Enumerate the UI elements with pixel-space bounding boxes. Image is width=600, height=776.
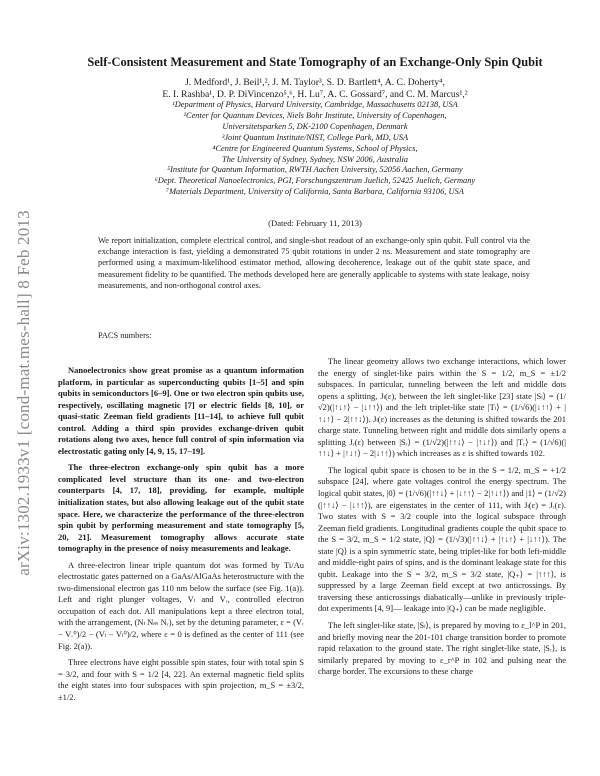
- pacs-numbers: PACS numbers:: [98, 331, 152, 340]
- author-line: E. I. Rashba¹, D. P. DiVincenzo⁵,⁶, H. Lu⁷, A. C. Gossard⁷, and C. M. Marcus¹,²: [162, 89, 468, 101]
- body-paragraph: The left singlet-like state, |Sₗ⟩, is prepared by moving to ε_l^P in 201, and briefly moving near the 201-101 charge transition border to promote rapid relaxation to the ground state. The right singlet-like state, |Sᵣ⟩, is similarly prepared by moving to ε_r^P in 102 and pulsing near the charge border. The excursions to these charge: [318, 620, 566, 677]
- body-paragraph: A three-electron linear triple quantum dot was formed by Ti/Au electrostatic gates patterned on a GaAs/AlGaAs heterostructure with the two-dimensional electron gas 110 nm below the surface (see Fig. 1(a)). Left and right plunger voltages, Vₗ and Vᵣ, controlled electron occupation of each dot. All manipulations kept a three electron total, with the arrangement, (Nₗ Nₘ Nᵣ), set by the detuning parameter, ε = (Vᵣ − Vᵣ⁰)/2 − (Vₗ − Vₗ⁰)/2, where ε = 0 is defined as the center of 111 (see Fig. 2(a)).: [58, 559, 304, 651]
- body-paragraph: The logical qubit space is chosen to be in the S = 1/2, m_S = +1/2 subspace [24], where gate voltages control the energy spectrum. The logical qubit states, |0⟩ = (1/√6)(|↑↑↓⟩ + |↓↑↑⟩ − 2|↑↓↑⟩) and |1⟩ = (1/√2)(|↑↑↓⟩ − |↓↑↑⟩), are eigenstates in the center of 111, with Jₗ(ε) = Jᵣ(ε). Two states with S = 3/2 couple into the logical subspace through Zeeman field gradients. Longitudinal gradients couple the qubit space to the S = 3/2, m_S = 1/2 state, |Q⟩ = (1/√3)(|↑↑↓⟩ + |↑↓↑⟩ + |↓↑↑⟩). The state |Q⟩ is a spin symmetric state, being triplet-like for both left-middle and middle-right pairs of spins, and is the dominant leakage state for this qubit. Leakage into the S = 3/2, m_S = 3/2 state, |Q₊⟩ = |↑↑↑⟩, is suppressed by a large Zeeman field except at two anticrossings. By traversing these anticrossings diabatically—unlike in previously triple-dot experiments [4, 9]— leakage into |Q₊⟩ can be made negligible.: [318, 464, 566, 614]
- paper-title: Self-Consistent Measurement and State Tomography of an Exchange-Only Spin Qubit: [87, 55, 543, 69]
- author-line: J. Medford¹, J. Beil¹,², J. M. Taylor³, S. D. Bartlett⁴, A. C. Doherty⁴,: [185, 77, 445, 88]
- arxiv-identifier-text: arXiv:1302.1933v1 [cond-mat.mes-hall] 8 Feb 2013: [14, 209, 33, 576]
- affiliation-line: Universitetsparken 5, DK-2100 Copenhagen, Denmark: [222, 121, 408, 131]
- affiliation-line: ⁷Materials Department, University of California, Santa Barbara, California 93106, USA: [166, 187, 464, 197]
- affiliation-line: ¹Department of Physics, Harvard University, Cambridge, Massachusetts 02138, USA: [172, 100, 458, 109]
- affiliation-line: ⁴Centre for Engineered Quantum Systems, School of Physics,: [212, 143, 418, 153]
- affiliation-line: ⁶Dept. Theoretical Nanoelectronics, PGI, Forschungszentrum Juelich, 52425 Juelich, Germany: [154, 176, 476, 186]
- body-paragraph: Three electrons have eight possible spin states, four with total spin S = 3/2, and four with S = 1/2 [4, 22]. An external magnetic field splits the eight states into four subspaces with spin projection, m_S = ±3/2, ±1/2.: [58, 657, 304, 702]
- dated-line: (Dated: February 11, 2013): [268, 218, 362, 228]
- body-paragraph: Nanoelectronics show great promise as a quantum information platform, in particular as superconducting qubits [1–5] and spin qubits in semiconductors [6–9]. One or two electron spin qubits use, respectively, oscillating magnetic [7] or electric fields [8, 10], or quasi-static Zeeman field gradients [11–14], to achieve full qubit control. Adding a third spin provides exchange-driven qubit rotations along two axes, hence full control of spin information via electrostatic gating only [4, 9, 15, 17–19].: [58, 365, 304, 456]
- abstract: We report initialization, complete electrical control, and single-shot readout of an exchange-only spin qubit. Full control via the exchange interaction is fast, yielding a demonstrated 75 qubit rotations in under 2 ns. Measurement and state tomography are performed using a maximum-likelihood estimator method, allowing decoherence, leakage out of the qubit state space, and measurement fidelity to be quantified. The methods developed here are generally applicable to systems with state leakage, noisy measurements, and non-orthogonal control axes.: [98, 236, 530, 290]
- right-column: [318, 356, 566, 683]
- body-paragraph: The three-electron exchange-only spin qubit has a more complicated level structure than its one- and two-electron counterparts [4, 17, 18], providing, for example, multiple initialization states, but also allowing leakage out of the qubit state space. Here, we characterize the performance of the three-electron spin qubit by performing measurement and state tomography [5, 20, 21]. Measurement tomography allows accurate state tomography in the presence of noisy measurements and leakage.: [58, 462, 304, 554]
- author-list: [50, 77, 580, 101]
- affiliation-line: ⁵Institute for Quantum Information, RWTH Aachen University, 52056 Aachen, Germany: [167, 165, 463, 175]
- affiliation-line: ³Joint Quantum Institute/NIST, College Park, MD, USA: [221, 132, 409, 142]
- arxiv-identifier: [8, 185, 40, 600]
- affiliation-line: The University of Sydney, Sydney, NSW 2006, Australia: [222, 154, 408, 164]
- affiliation-list: [50, 100, 580, 198]
- affiliation-line: ²Center for Quantum Devices, Niels Bohr Institute, University of Copenhagen,: [183, 110, 447, 120]
- left-column: [58, 365, 304, 708]
- body-paragraph: The linear geometry allows two exchange interactions, which lower the energy of singlet-like pairs within the S = 1/2, m_S = ±1/2 subspaces. In particular, tunneling between the left and middle dots opens a splitting, Jₗ(ε), between the left singlet-like [23] state |Sₗ⟩ = (1/√2)(|↑↓↑⟩ − |↓↑↑⟩) and the left triplet-like state |Tₗ⟩ = (1/√6)(|↓↑↑⟩ + |↑↓↑⟩ − 2|↑↑↓⟩). Jₗ(ε) increases as the detuning is shifted towards the 201 charge state. Tunneling between right and middle dots similarly opens a splitting Jᵣ(ε) between |Sᵣ⟩ = (1/√2)(|↑↑↓⟩ − |↑↓↑⟩) and |Tᵣ⟩ = (1/√6)(|↑↑↓⟩ + |↑↓↑⟩ − 2|↓↑↑⟩) which increases as ε is shifted towards 102.: [318, 356, 566, 459]
